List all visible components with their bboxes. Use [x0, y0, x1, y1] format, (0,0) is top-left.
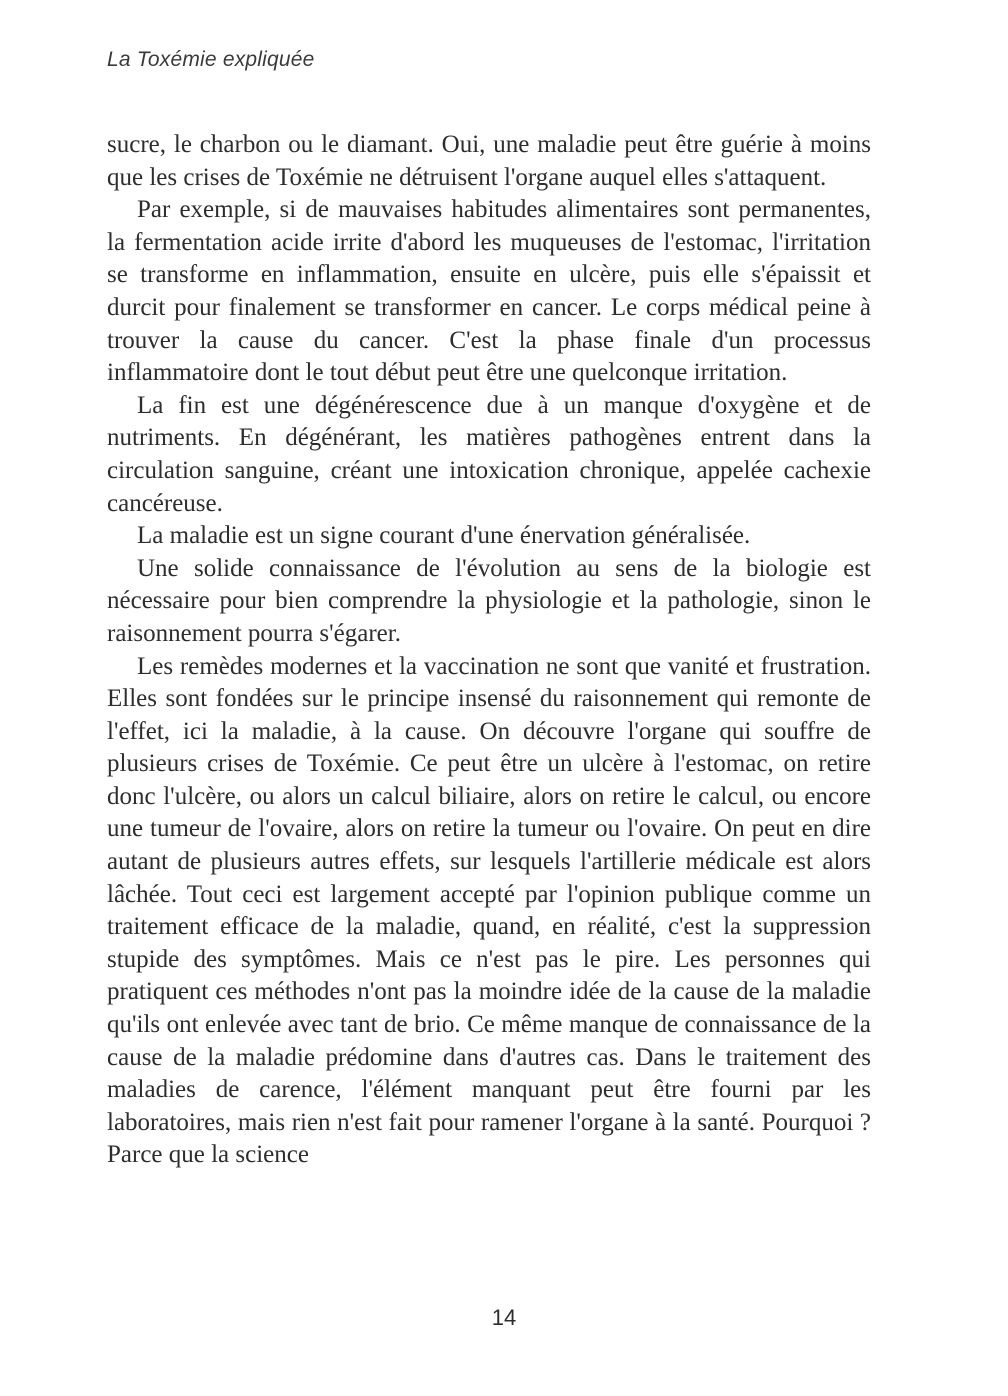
paragraph-2: Par exemple, si de mauvaises habitudes alimentaires sont permanentes, la fermentation acide irrite d'abord les muqueuses de l'estomac, l'irritation se transforme en inflammation, ensuite en ulcère, puis elle s'épaissit et durcit pour finalement se transformer en cancer. Le corps médical peine à trouver la cause du cancer. C'est la phase finale d'un processus inflammatoire dont le tout début peut être une quelconque irritation. — [107, 196, 871, 387]
paragraph-6: Les remèdes modernes et la vaccination ne sont que vanité et frustration. Elles sont fondées sur le principe insensé du raisonnement qui remonte de l'effet, ici la maladie, à la cause. On découvre l'organe qui souffre de plusieurs crises de Toxémie. Ce peut être un ulcère à l'estomac, on retire donc l'ulcère, ou alors un calcul biliaire, alors on retire le calcul, ou encore une tumeur de l'ovaire, alors on retire la tumeur ou l'ovaire. On peut en dire autant de plusieurs autres effets, sur lesquels l'artillerie médicale est alors lâchée. Tout ceci est largement accepté par l'opinion publique comme un traitement efficace de la maladie, quand, en réalité, c'est la suppression stupide des symptômes. Mais ce n'est pas le pire. Les personnes qui pratiquent ces méthodes n'ont pas la moindre idée de la cause de la maladie qu'ils ont enlevée avec tant de brio. Ce même manque de connaissance de la cause de la maladie prédomine dans d'autres cas. Dans le traitement des maladies de carence, l'élément manquant peut être fourni par les laboratoires, mais rien n'est fait pour ramener l'organe à la santé. Pourquoi ? Parce que la science — [107, 652, 871, 1169]
paragraph-3: La fin est une dégénérescence due à un manque d'oxygène et de nutriments. En dégénérant, les matières pathogènes entrent dans la circulation sanguine, créant une intoxication chronique, appelée cachexie cancéreuse. — [107, 391, 871, 517]
page-number: 14 — [491, 1305, 517, 1330]
running-header-title: La Toxémie expliquée — [107, 48, 315, 71]
paragraph-5: Une solide connaissance de l'évolution au sens de la biologie est nécessaire pour bien comprendre la physiologie et la pathologie, sinon le raisonnement pourra s'égarer. — [107, 554, 871, 647]
paragraph-4: La maladie est un signe courant d'une énervation généralisée. — [137, 522, 751, 550]
paragraph-1: sucre, le charbon ou le diamant. Oui, une maladie peut être guérie à moins que les crises de Toxémie ne détruisent l'organe auquel elles s'attaquent. — [107, 131, 871, 191]
text-block — [107, 129, 871, 1172]
